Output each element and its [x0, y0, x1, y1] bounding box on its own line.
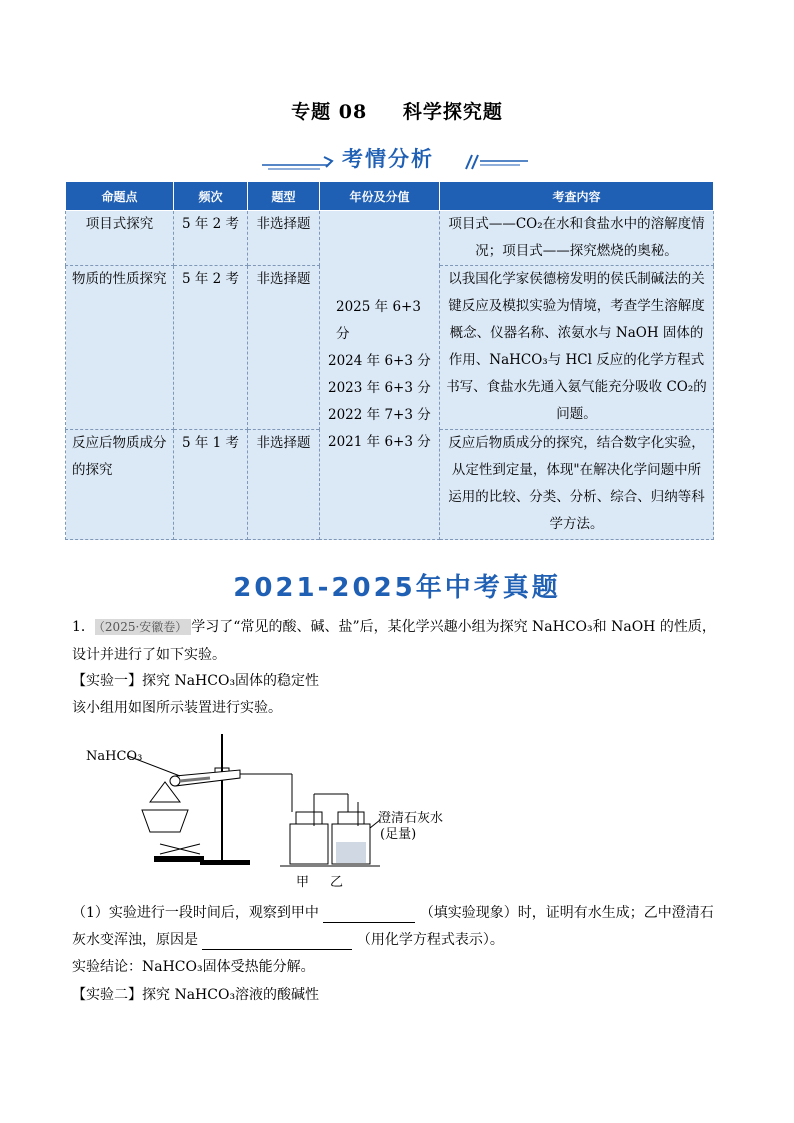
header-years: 年份及分值 — [320, 182, 440, 211]
year-line: 2022 年 7+3 分 — [328, 407, 431, 423]
cell-content: 以我国化学家侯德榜发明的侯氏制碱法的关键反应及模拟实验为情境，考查学生溶解度概念、仪器名称、浓氨水与 NaOH 固体的作用、NaHCO₃与 HCl 反应的化学方程式书写、食盐水先通入氨气能充分吸收 CO₂的问题。 — [440, 266, 714, 430]
analysis-table — [65, 181, 714, 540]
section-heading: 2021-2025年中考真题 — [227, 567, 567, 604]
q1-line1: 1． （2025·安徽卷） 学习了“常见的酸、碱、盐”后，某化学兴趣小组为探究 NaHCO₃和 NaOH 的性质， — [72, 619, 716, 635]
exp1-desc: 该小组用如图所示装置进行实验。 — [72, 700, 282, 716]
label-jia: 甲 — [296, 875, 310, 890]
section-heading-wrap — [0, 567, 794, 604]
sub1-line2: 灰水变浑浊，原因是 （用化学方程式表示）。 — [72, 932, 504, 948]
header-type: 题型 — [248, 182, 320, 211]
cell-freq: 5 年 2 考 — [174, 211, 248, 266]
year-line: 2024 年 6+3 分 — [328, 353, 431, 369]
header-point: 命题点 — [66, 182, 174, 211]
header-content: 考查内容 — [440, 182, 714, 211]
cell-point: 反应后物质成分的探究 — [66, 430, 174, 540]
table-row — [66, 211, 714, 266]
cell-type: 非选择题 — [248, 211, 320, 266]
cell-type: 非选择题 — [248, 266, 320, 430]
title-right: 科学探究题 — [402, 101, 503, 123]
cell-freq: 5 年 1 考 — [174, 430, 248, 540]
answer-blank[interactable] — [202, 933, 352, 950]
exp1-heading: 【实验一】探究 NaHCO₃固体的稳定性 — [72, 673, 320, 689]
cell-point: 项目式探究 — [66, 211, 174, 266]
banner-text: 考情分析 — [342, 147, 434, 171]
label-limewater: 澄清石灰水 — [378, 811, 444, 826]
cell-content: 反应后物质成分的探究，结合数字化实验，从定性到定量，体现"在解决化学问题中所运用的比较、分类、分析、综合、归纳等科学方法。 — [440, 430, 714, 540]
year-line: 2021 年 6+3 分 — [328, 434, 431, 450]
label-nahco3: NaHCO₃ — [86, 749, 143, 764]
cell-freq: 5 年 2 考 — [174, 266, 248, 430]
analysis-banner — [258, 143, 530, 175]
year-line: 2023 年 6+3 分 — [328, 380, 431, 396]
table-header-row — [66, 182, 714, 211]
exp2-heading: 【实验二】探究 NaHCO₃溶液的酸碱性 — [72, 987, 320, 1003]
conclusion: 实验结论：NaHCO₃固体受热能分解。 — [72, 959, 315, 975]
label-yi: 乙 — [330, 875, 344, 890]
page-title — [0, 97, 794, 124]
sub1-line1: （1）实验进行一段时间后，观察到甲中 （填实验现象）时，证明有水生成；乙中澄清石 — [72, 905, 714, 921]
header-freq: 频次 — [174, 182, 248, 211]
cell-years — [320, 211, 440, 540]
apparatus-diagram — [80, 732, 480, 892]
title-left: 专题 08 — [291, 101, 368, 123]
cell-type: 非选择题 — [248, 430, 320, 540]
cell-point: 物质的性质探究 — [66, 266, 174, 430]
label-amount: (足量) — [380, 827, 417, 842]
answer-blank[interactable] — [323, 906, 415, 923]
year-line: 2025 年 6+3 分 — [336, 299, 421, 342]
cell-content: 项目式——CO₂在水和食盐水中的溶解度情况；项目式——探究燃烧的奥秘。 — [440, 211, 714, 266]
q1-line2: 设计并进行了如下实验。 — [72, 647, 226, 663]
source-tag: （2025·安徽卷） — [95, 619, 191, 635]
